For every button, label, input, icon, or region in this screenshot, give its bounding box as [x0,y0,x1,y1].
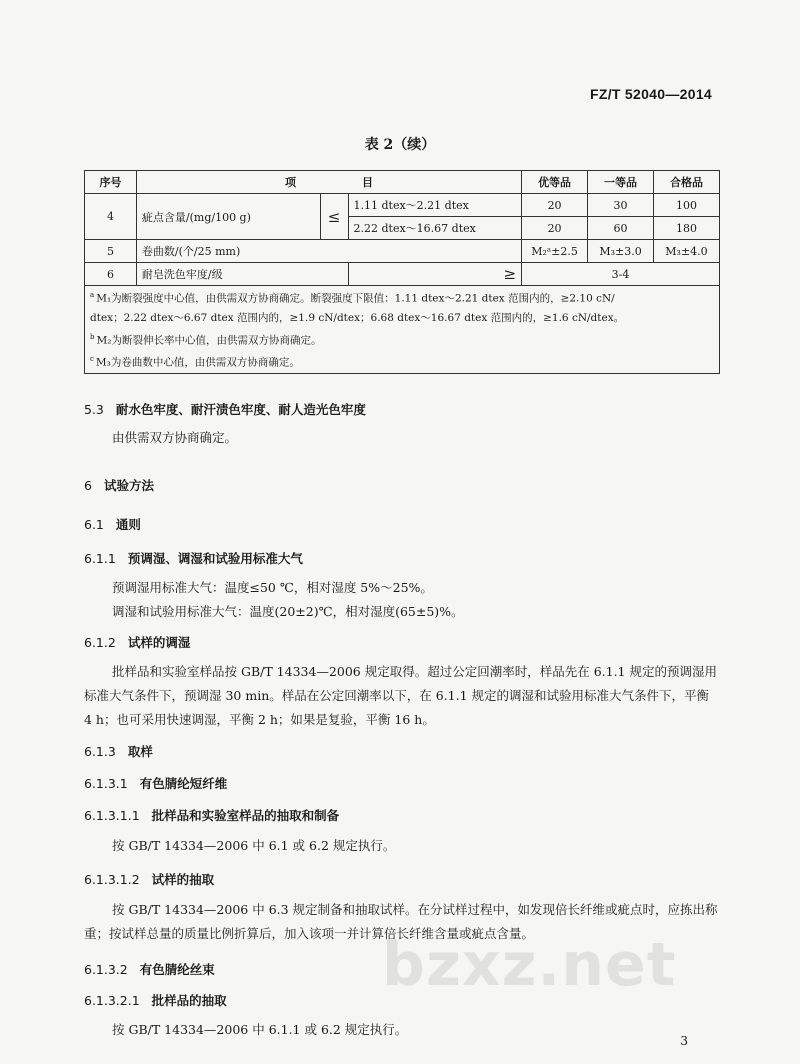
section-6-1-3-1-heading [84,774,227,792]
note-b [90,328,714,351]
table-row [85,194,720,217]
row5-excellent: M₂ᵃ±2.5 [522,240,588,263]
table-notes [85,286,720,374]
row4-item: 疵点含量/(mg/100 g) [136,194,320,240]
row4-sub1-qualified: 100 [654,194,720,217]
row4-sub2-range: 2.22 dtex～16.67 dtex [348,217,522,240]
section-number: 6.1.3.2 [84,962,128,977]
section-6-1-2-heading [84,633,190,651]
section-6-1-3-1-1-text: 按 GB/T 14334—2006 中 6.1 或 6.2 规定执行。 [112,838,396,853]
table-row [85,263,720,286]
note-c-marker: c [90,355,94,363]
header-excellent: 优等品 [522,171,588,194]
note-b-marker: b [90,332,95,341]
row4-sub2-first: 60 [588,217,654,240]
section-number: 6.1.1 [84,551,116,566]
section-6-1-3-heading [84,742,153,760]
section-number: 6.1.3 [84,744,116,759]
spec-table [84,170,720,374]
section-number: 6.1.3.1.1 [84,808,140,823]
row6-item: 耐皂洗色牢度/级 [136,263,348,286]
section-title: 取样 [127,744,153,759]
row4-sub1-first: 30 [588,194,654,217]
standard-code: FZ/T 52040—2014 [589,86,712,102]
row6-no: 6 [85,263,137,286]
row6-value: 3-4 [522,263,720,286]
row4-no: 4 [85,194,137,240]
row5-item: 卷曲数/(个/25 mm) [136,240,521,263]
note-a-line1 [90,286,714,309]
note-c-text: M₃为卷曲数中心值，由供需双方协商确定。 [95,356,300,369]
table-header-row [85,171,720,194]
section-number: 6.1.2 [84,635,116,650]
row6-sign: ≥ [348,263,522,286]
section-title: 耐水色牢度、耐汗渍色牢度、耐人造光色牢度 [115,402,366,417]
section-6-1-heading [84,515,141,533]
note-a-line2: dtex；2.22 dtex～6.67 dtex 范围内的，≥1.9 cN/dtex；6.68 dtex～16.67 dtex 范围内的，≥1.6 cN/dtex。 [90,311,625,324]
section-number: 6.1 [84,517,104,532]
section-title: 通则 [115,517,141,532]
table-notes-row [85,286,720,374]
row4-sub1-range: 1.11 dtex～2.21 dtex [348,194,522,217]
note-a-marker: a [90,291,95,299]
section-title: 试样的抽取 [151,872,215,887]
section-title: 预调湿、调湿和试验用标准大气 [127,551,303,566]
section-title: 有色腈纶短纤维 [139,776,228,791]
section-title: 批样品和实验室样品的抽取和制备 [151,808,340,823]
row4-sub1-excellent: 20 [522,194,588,217]
section-title: 有色腈纶丝束 [139,962,215,977]
section-6-1-3-2-heading [84,960,215,978]
row4-sub2-excellent: 20 [522,217,588,240]
section-number: 6 [84,478,92,493]
section-6-1-1-line2: 调湿和试验用标准大气：温度(20±2)℃，相对湿度(65±5)%。 [112,604,464,619]
section-number: 6.1.3.1 [84,776,128,791]
table-row [85,240,720,263]
note-c [90,350,714,373]
section-5-3-text: 由供需双方协商确定。 [112,430,238,445]
section-6-1-3-2-1-text: 按 GB/T 14334—2006 中 6.1.1 或 6.2 规定执行。 [112,1022,408,1037]
table-title: 表 2（续） [364,137,436,153]
section-6-1-2-text: 批样品和实验室样品按 GB/T 14334—2006 规定取得。超过公定回潮率时，样品先在 6.1.1 规定的预调湿用标准大气条件下，预调湿 30 min。样品在公定回潮率以下，在 6.1.1 规定的调湿和试验用标准大气条件下，平衡 4 h；也可采用快速调湿，平衡 2 h；如果是复验，平衡 16 h。 [84,664,717,727]
header-qualified: 合格品 [654,171,720,194]
row4-sub2-qualified: 180 [654,217,720,240]
section-number: 6.1.3.2.1 [84,993,140,1008]
section-6-1-3-1-2-heading [84,870,214,888]
section-6-1-3-1-2-text: 按 GB/T 14334—2006 中 6.3 规定制备和抽取试样。在分试样过程中，如发现倍长纤维或疵点时，应拣出称重；按试样总量的质量比例折算后，加入该项一并计算倍长纤维含量或疵点含量。 [84,902,718,941]
section-6-1-3-2-1-heading [84,991,227,1009]
header-item: 项 目 [136,171,521,194]
page-number: 3 [680,1034,688,1048]
section-number: 5.3 [84,402,104,417]
note-b-text: M₂为断裂伸长率中心值，由供需双方协商确定。 [96,334,322,346]
section-number: 6.1.3.1.2 [84,872,140,887]
row5-no: 5 [85,240,137,263]
header-no: 序号 [85,171,137,194]
watermark: bzxz.net [382,930,677,1000]
section-title: 试验方法 [103,478,154,493]
row5-qualified: M₃±4.0 [654,240,720,263]
section-6-1-1-line1: 预调湿用标准大气：温度≤50 ℃，相对湿度 5%～25%。 [112,580,433,595]
section-6-heading [84,476,154,494]
row5-first: M₃±3.0 [588,240,654,263]
header-first: 一等品 [588,171,654,194]
section-title: 批样品的抽取 [151,993,227,1008]
section-title: 试样的调湿 [127,635,191,650]
row4-sign: ≤ [320,194,348,240]
note-a-text1: M₁为断裂强度中心值，由供需双方协商确定。断裂强度下限值：1.11 dtex～2.21 dtex 范围内的，≥2.10 cN/ [96,292,615,305]
section-6-1-1-heading [84,549,303,567]
section-6-1-3-1-1-heading [84,806,339,824]
section-5-3-heading [84,400,366,418]
